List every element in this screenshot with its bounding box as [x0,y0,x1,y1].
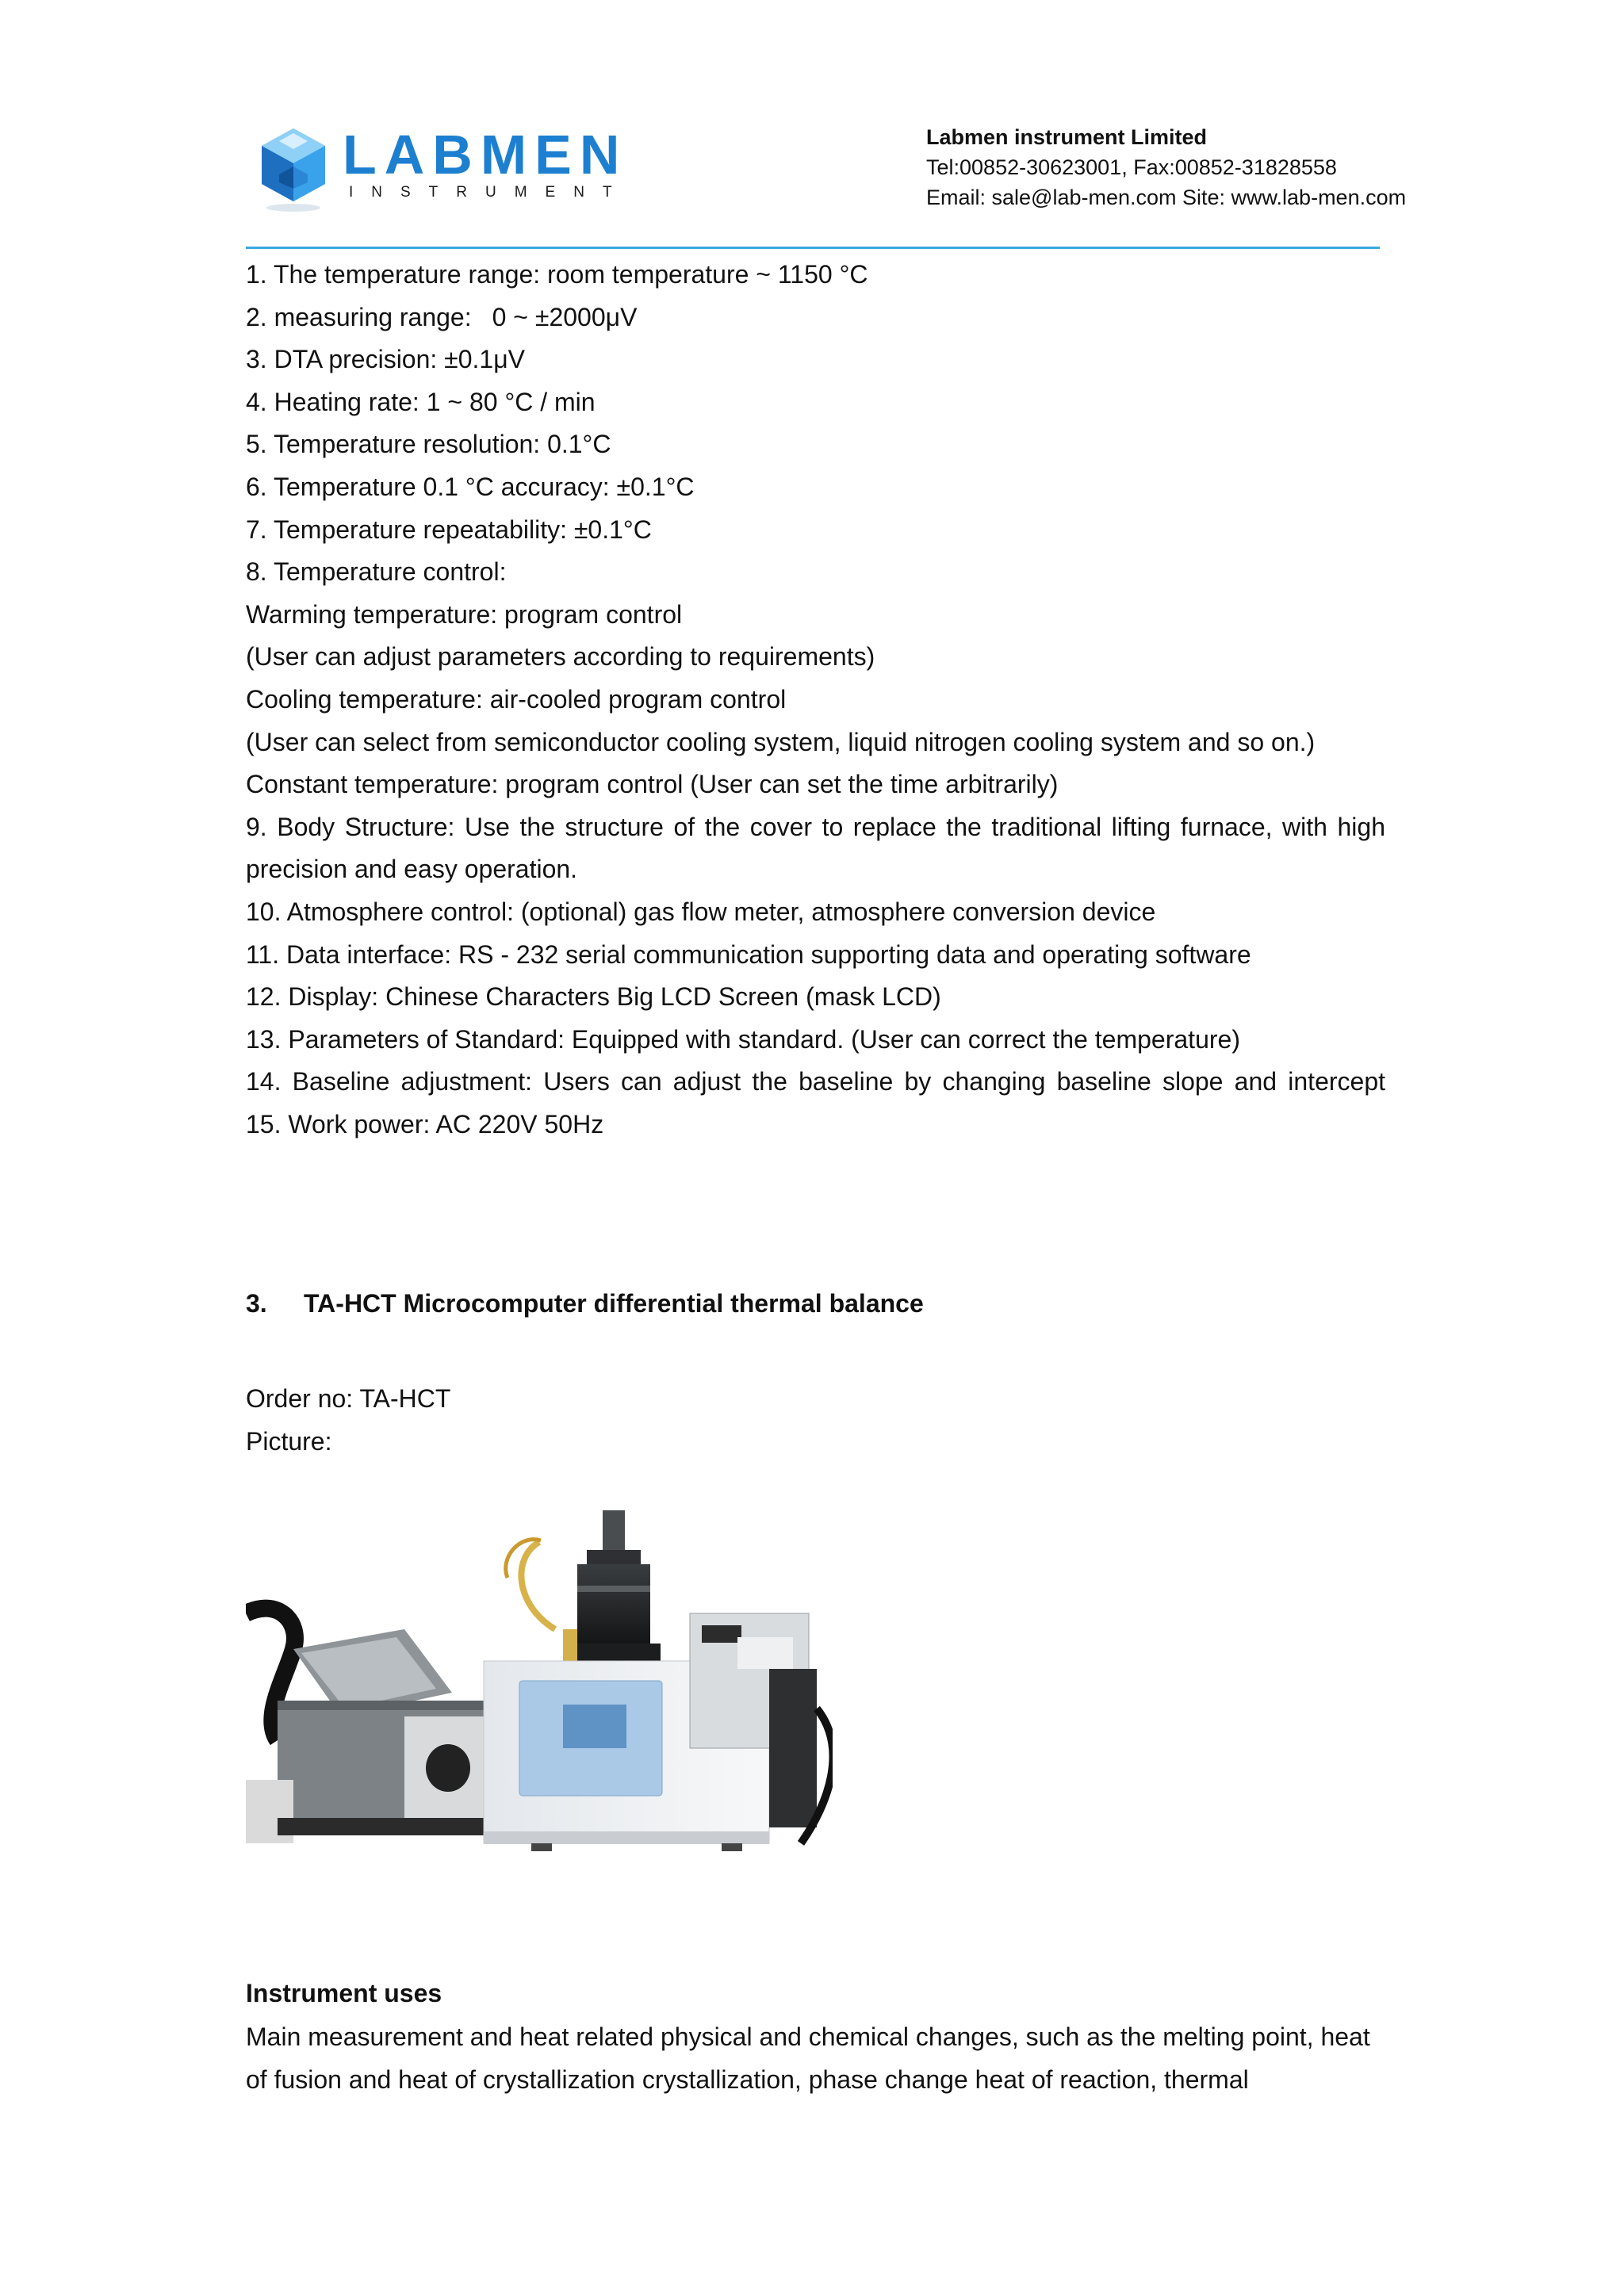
spec-item: 7. Temperature repeatability: ±0.1°C [246,515,652,544]
order-block [246,1378,450,1463]
spec-item: 1. The temperature range: room temperature ~ 1150 °C [246,260,868,289]
uses-heading: Instrument uses [246,1979,442,2007]
spec-label: 2. measuring range: [246,302,472,331]
spec-item: 5. Temperature resolution: 0.1°C [246,430,611,459]
labmen-cube-icon [255,125,331,214]
spec-list [246,254,1385,1146]
product-photo [246,1510,833,1883]
spec-item: 10. Atmosphere control: (optional) gas flow meter, atmosphere conversion device [246,897,1156,926]
logo-wordmark: LABMEN [343,124,628,186]
uses-paragraph: Main measurement and heat related physical and chemical changes, such as the melting point, heat of fusion and heat of crystallization crystallization, phase change heat of reaction, thermal [246,2022,1370,2094]
spec-item: 12. Display: Chinese Characters Big LCD Screen (mask LCD) [246,982,941,1012]
logo-subtitle: INSTRUMENT [349,184,630,201]
company-phone-fax: Tel:00852-30623001, Fax:00852-31828558 [926,155,1337,179]
spec-item: 9. Body Structure: Use the structure of the cover to replace the traditional lifting furnace, with high precision and easy operation. [246,812,1385,884]
spec-item: 8. Temperature control: [246,557,507,587]
spec-item: Cooling temperature: air-cooled program control [246,684,787,714]
section-number: 3. [246,1289,267,1318]
spec-item: (User can adjust parameters according to requirements) [246,642,875,672]
spec-item: 11. Data interface: RS - 232 serial communication supporting data and operating software [246,939,1251,969]
spec-item [246,297,1385,339]
company-name: Labmen instrument Limited [926,125,1208,149]
picture-label: Picture: [246,1426,332,1456]
spec-item: 14. Baseline adjustment: Users can adjust the baseline by changing baseline slope and intercept [246,1067,1385,1096]
spec-item: Constant temperature: program control (User can set the time arbitrarily) [246,770,1059,799]
section-title: TA-HCT Microcomputer differential thermal balance [304,1289,924,1318]
company-info [926,122,1406,212]
spec-item: Warming temperature: program control [246,599,683,629]
spec-item: 15. Work power: AC 220V 50Hz [246,1109,604,1138]
spec-item: 6. Temperature 0.1 °C accuracy: ±0.1°C [246,472,695,501]
spec-item: 4. Heating rate: 1 ~ 80 °C / min [246,387,596,416]
spec-value: 0 ~ ±2000μV [492,302,638,331]
spec-item: 3. DTA precision: ±0.1μV [246,345,525,374]
section-heading [246,1284,924,1322]
company-email-site: Email: sale@lab-men.com Site: www.lab-men.com [926,186,1407,209]
spec-item: 13. Parameters of Standard: Equipped with standard. (User can correct the temperature) [246,1024,1240,1054]
labmen-logo [255,124,630,220]
header-divider [246,247,1380,249]
order-number: Order no: TA-HCT [246,1384,451,1413]
spec-item: (User can select from semiconductor cooling system, liquid nitrogen cooling system and so on.) [246,727,1316,756]
